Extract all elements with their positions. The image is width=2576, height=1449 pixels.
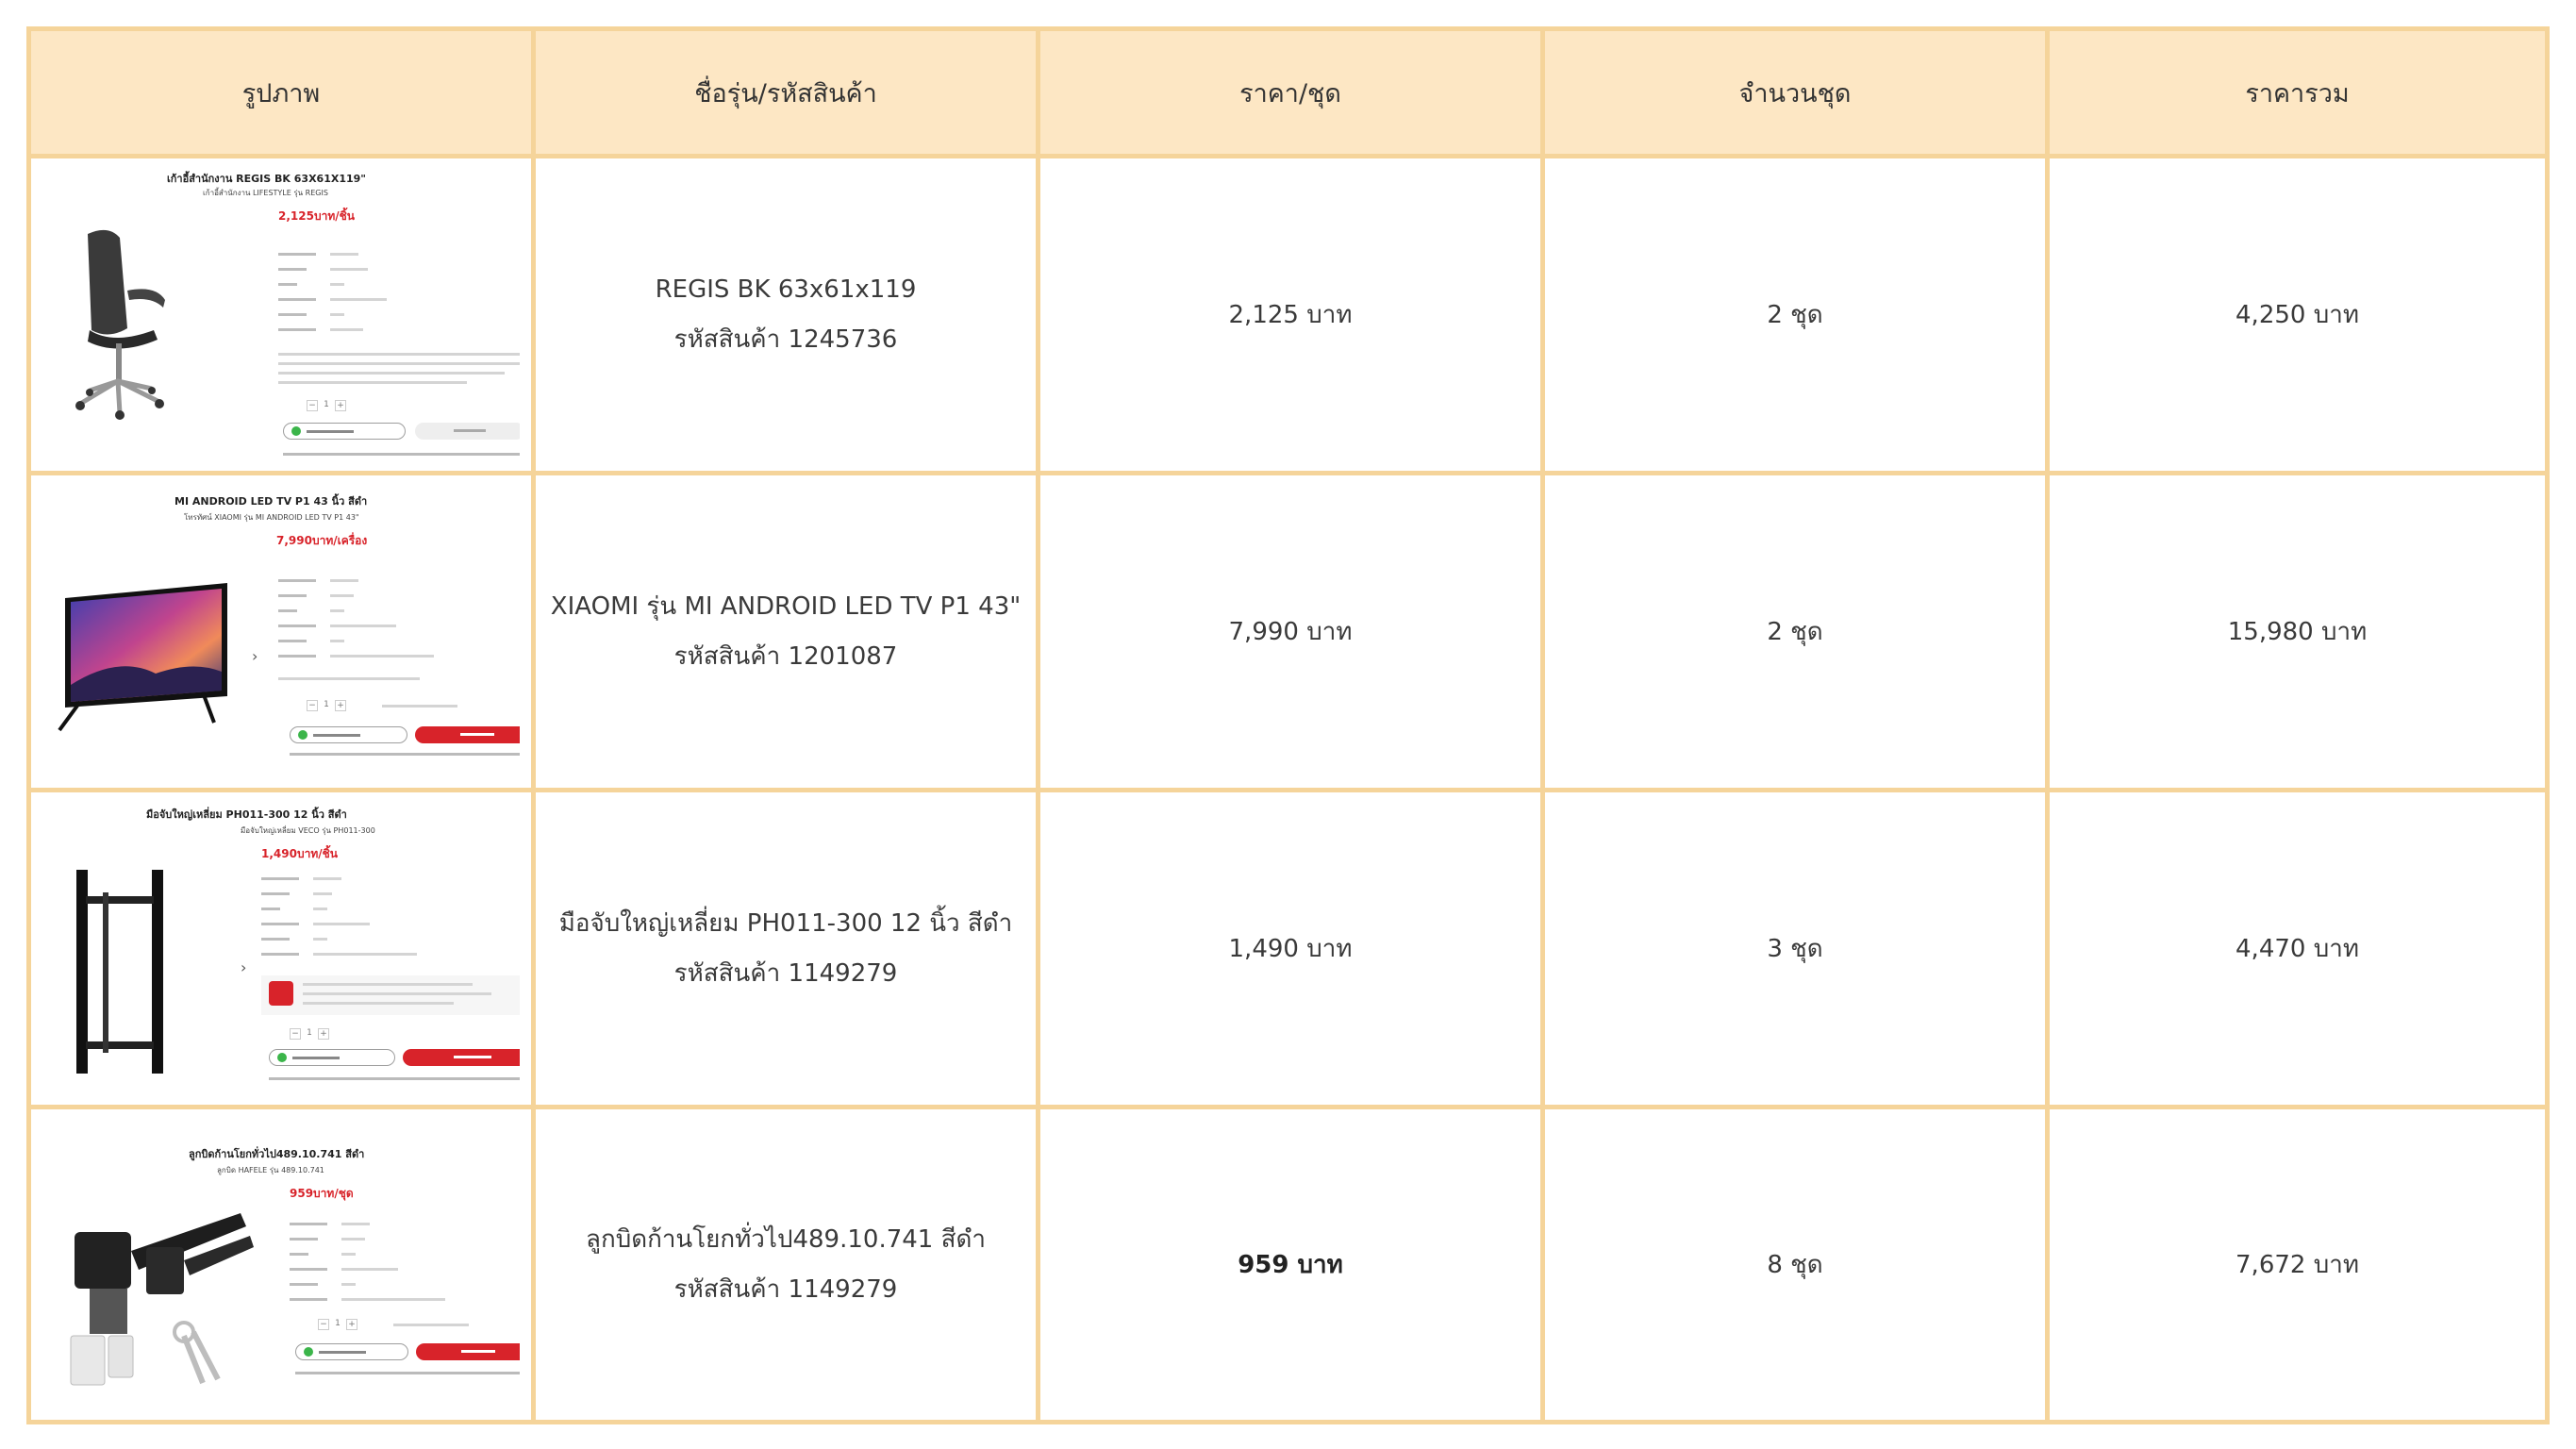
thumb-price: 959บาท/ชุด [290, 1187, 354, 1200]
unit-price: 7,990 บาท [1040, 475, 1545, 792]
quotation-table [26, 26, 2550, 1424]
product-name: REGIS BK 63x61x119 [655, 275, 917, 304]
thumb-subtitle: มือจับใหญ่เหลี่ยม VECO รุ่น PH011-300 [241, 826, 375, 835]
quantity: 2 ชุด [1545, 158, 2050, 475]
thumb-subtitle: ลูกบิด HAFELE รุ่น 489.10.741 [217, 1166, 324, 1174]
product-name: XIAOMI รุ่น MI ANDROID LED TV P1 43" [550, 591, 1022, 621]
thumb-price: 7,990บาท/เครื่อง [276, 534, 368, 547]
product-code: รหัสสินค้า 1149279 [673, 1274, 898, 1304]
product-name-cell [536, 1109, 1040, 1420]
product-screenshot: มือจับใหญ่เหลี่ยม PH011-300 12 นิ้ว สีดำ มือจับใหญ่เหลี่ยม VECO รุ่น PH011-300 1,490บาท/ชิ้น › − 1 + [42, 802, 520, 1095]
product-code: รหัสสินค้า 1149279 [673, 958, 898, 988]
header-name: ชื่อรุ่น/รหัสสินค้า [536, 31, 1040, 158]
product-screenshot: MI ANDROID LED TV P1 43 นิ้ว สีดำ โทรทัศน์ XIAOMI รุ่น MI ANDROID LED TV P1 43" 7,990บาท/เครื่อง › − 1 + [42, 485, 520, 778]
tv-icon [52, 579, 241, 740]
thumb-price: 2,125บาท/ชิ้น [278, 209, 355, 223]
unit-price: 2,125 บาท [1040, 158, 1545, 475]
product-image-cell [31, 792, 536, 1109]
product-screenshot: เก้าอี้สำนักงาน REGIS BK 63X61X119" เก้าอี้สำนักงาน LIFESTYLE รุ่น REGIS 2,125บาท/ชิ้น − 1 + [42, 168, 520, 461]
product-name-cell [536, 792, 1040, 1109]
header-total: ราคารวม [2050, 31, 2545, 158]
unit-price: 959 บาท [1040, 1109, 1545, 1420]
product-code: รหัสสินค้า 1245736 [673, 325, 898, 354]
line-total: 7,672 บาท [2235, 1251, 2359, 1279]
office-chair-icon [61, 225, 184, 423]
quantity: 3 ชุด [1545, 792, 2050, 1109]
lever-lock-icon [52, 1194, 259, 1402]
header-image: รูปภาพ [31, 31, 536, 158]
header-qty: จำนวนชุด [1545, 31, 2050, 158]
product-name: ลูกบิดก้านโยกทั่วไป489.10.741 สีดำ [586, 1224, 986, 1254]
product-image-cell [31, 1109, 536, 1420]
thumb-title: เก้าอี้สำนักงาน REGIS BK 63X61X119" [167, 173, 367, 185]
thumb-subtitle: เก้าอี้สำนักงาน LIFESTYLE รุ่น REGIS [203, 189, 328, 197]
product-name-cell [536, 158, 1040, 475]
quantity: 8 ชุด [1545, 1109, 2050, 1420]
product-image-cell [31, 158, 536, 475]
thumb-subtitle: โทรทัศน์ XIAOMI รุ่น MI ANDROID LED TV P1 43" [184, 513, 359, 522]
header-price: ราคา/ชุด [1040, 31, 1545, 158]
unit-price: 1,490 บาท [1040, 792, 1545, 1109]
quantity: 2 ชุด [1545, 475, 2050, 792]
product-code: รหัสสินค้า 1201087 [673, 641, 898, 671]
line-total: 4,470 บาท [2050, 792, 2545, 1109]
thumb-title: มือจับใหญ่เหลี่ยม PH011-300 12 นิ้ว สีดำ [146, 808, 347, 821]
thumb-price: 1,490บาท/ชิ้น [261, 847, 338, 860]
line-total: 15,980 บาท [2050, 475, 2545, 792]
product-name-cell [536, 475, 1040, 792]
product-image-cell [31, 475, 536, 792]
product-name: มือจับใหญ่เหลี่ยม PH011-300 12 นิ้ว สีดำ [558, 908, 1013, 938]
thumb-title: ลูกบิดก้านโยกทั่วไป489.10.741 สีดำ [189, 1148, 365, 1160]
door-handle-icon [61, 868, 193, 1085]
thumb-title: MI ANDROID LED TV P1 43 นิ้ว สีดำ [175, 495, 368, 508]
product-screenshot: ลูกบิดก้านโยกทั่วไป489.10.741 สีดำ ลูกบิด HAFELE รุ่น 489.10.741 959บาท/ชุด − 1 + [42, 1119, 520, 1410]
line-total: 4,250 บาท [2050, 158, 2545, 475]
